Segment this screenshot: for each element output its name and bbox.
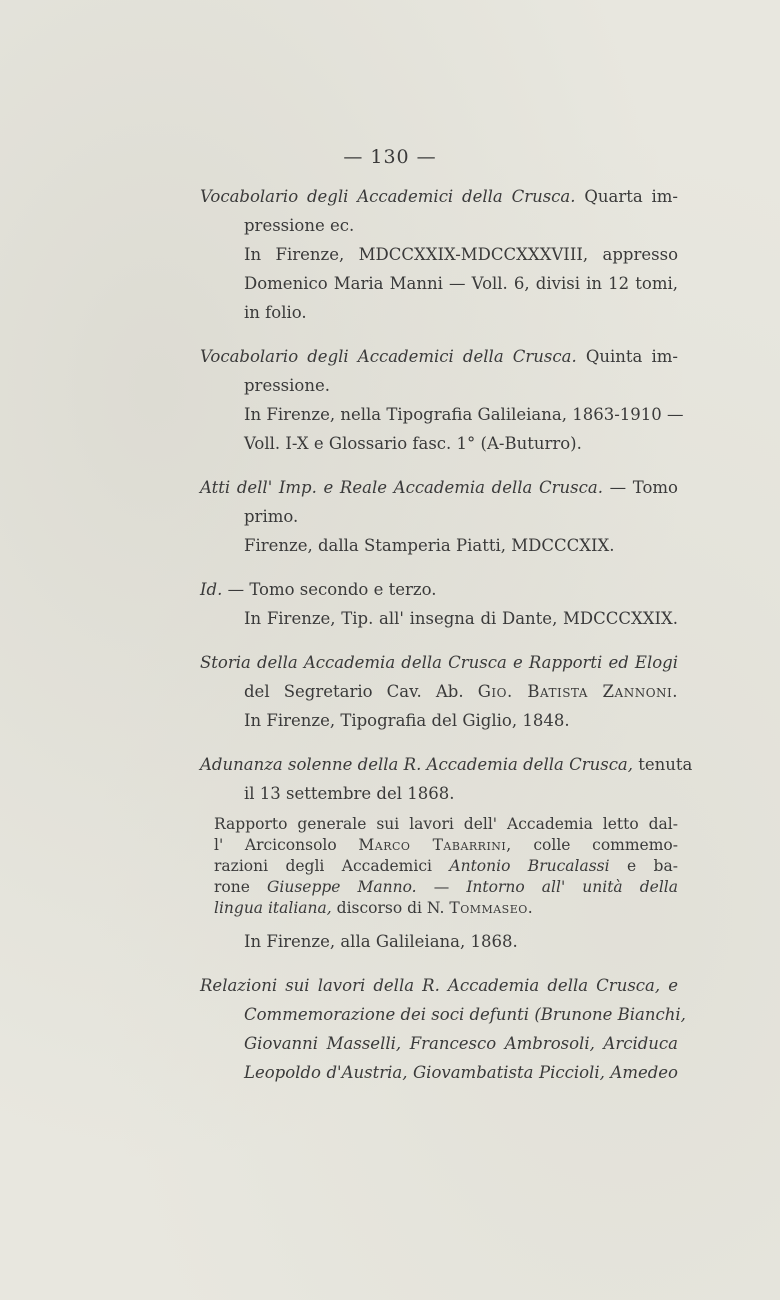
entry-line	[214, 877, 678, 898]
work-title: Intorno all' unità della	[466, 878, 679, 896]
page-number: — 130 —	[343, 146, 437, 168]
author-name: Marco Tabarrini,	[358, 836, 512, 854]
bibliography-entry	[200, 971, 686, 1087]
entry-line	[214, 835, 678, 856]
author-name: Tommaseo.	[449, 899, 534, 917]
bibliography-entry	[200, 648, 678, 735]
entry-title: Giovanni Masselli, Francesco Ambrosoli, Arciduca	[244, 1034, 678, 1053]
entry-text: l' Arciconsolo	[214, 836, 337, 854]
entry-text: razioni degli Accademici	[214, 857, 432, 875]
entry-title: Vocabolario degli Accademici della Crusca.	[200, 347, 577, 366]
entry-text: —	[433, 878, 450, 896]
entry-line	[214, 856, 678, 877]
entry-line: pressione.	[244, 376, 330, 395]
bibliography-entry	[200, 182, 678, 327]
entry-line	[200, 750, 693, 779]
entry-text: del Segretario Cav. Ab.	[244, 682, 464, 701]
entry-line	[214, 898, 678, 919]
entry-line	[200, 1000, 686, 1029]
entry-line	[200, 575, 678, 604]
entry-line: In Firenze, Tipografia del Giglio, 1848.	[244, 711, 570, 730]
entry-line: il 13 settembre del 1868.	[244, 784, 455, 803]
entry-text: e ba-	[626, 857, 678, 875]
entry-line: in folio.	[244, 303, 307, 322]
entry-title: Vocabolario degli Accademici della Crusca.	[200, 187, 576, 206]
entry-text: — Tomo	[609, 478, 678, 497]
entry-line: Domenico Maria Manni — Voll. 6, divisi in 12 tomi,	[244, 274, 678, 293]
entry-text: tenuta	[638, 755, 693, 774]
bibliography-list	[200, 182, 693, 1102]
person-name: Giuseppe Manno.	[267, 878, 417, 896]
entry-text: colle commemo-	[533, 836, 678, 854]
entry-line: Rapporto generale sui lavori dell' Accademia letto dal-	[214, 815, 678, 833]
entry-line	[200, 648, 678, 677]
bibliography-entry	[200, 575, 678, 633]
entry-line	[200, 1058, 678, 1087]
entry-line: Firenze, dalla Stamperia Piatti, MDCCCXIX.	[244, 536, 615, 555]
entry-title: Commemorazione dei soci defunti (Brunone Bianchi,	[244, 1005, 686, 1024]
entry-text: — Tomo secondo e terzo.	[227, 580, 437, 599]
entry-line	[200, 342, 678, 371]
bibliography-entry	[200, 750, 693, 956]
entry-line	[200, 473, 678, 502]
entry-text: Quarta im-	[584, 187, 678, 206]
entry-line: pressione ec.	[244, 216, 355, 235]
entry-line: primo.	[244, 507, 299, 526]
entry-text: discorso di N.	[336, 899, 445, 917]
entry-title: Adunanza solenne della R. Accademia della Crusca,	[200, 755, 634, 774]
entry-subsection	[200, 814, 678, 919]
entry-title: Id.	[200, 580, 223, 599]
entry-line	[200, 1029, 678, 1058]
bibliography-entry	[200, 342, 684, 458]
entry-title: Storia della Accademia della Crusca e Rapporti ed Elogi	[200, 653, 678, 672]
entry-title: Relazioni sui lavori della R. Accademia della Crusca, e	[200, 976, 678, 995]
person-name: Antonio Brucalassi	[449, 857, 610, 875]
entry-line: In Firenze, nella Tipografia Galileiana, 1863-1910 —	[244, 405, 684, 424]
entry-title: Atti dell' Imp. e Reale Accademia della Crusca.	[200, 478, 603, 497]
bibliography-entry	[200, 473, 678, 560]
entry-line: In Firenze, alla Galileiana, 1868.	[244, 932, 518, 951]
entry-line	[200, 971, 678, 1000]
entry-line	[200, 182, 678, 211]
entry-line: In Firenze, MDCCXXIX-MDCCXXXVIII, appresso	[244, 245, 678, 264]
entry-line	[200, 677, 678, 706]
entry-line: Voll. I-X e Glossario fasc. 1° (A-Buturro).	[244, 434, 582, 453]
entry-text: rone	[214, 878, 250, 896]
entry-text: Quinta im-	[585, 347, 678, 366]
author-name: Gio. Batista Zannoni.	[477, 682, 679, 701]
entry-line: In Firenze, Tip. all' insegna di Dante, MDCCCXXIX.	[244, 609, 678, 628]
entry-title: Leopoldo d'Austria, Giovambatista Piccioli, Amedeo	[244, 1063, 678, 1082]
work-title: lingua italiana,	[214, 899, 332, 917]
